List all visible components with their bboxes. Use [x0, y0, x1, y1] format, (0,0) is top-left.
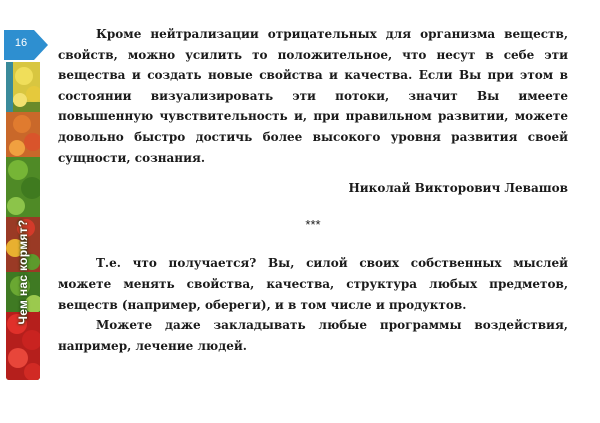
spacer: [58, 235, 568, 253]
text-content: [58, 24, 568, 356]
paragraph-2: Т.е. что получается? Вы, силой своих собственных мыслей можете менять свойства, качества, структура любых предметов, веществ (например, обереги), и в том числе и продуктов.: [58, 256, 568, 312]
separator: ***: [305, 216, 321, 232]
page-number-arrow: [4, 30, 48, 60]
food-photo-strip: [6, 62, 40, 380]
paragraph-1: Кроме нейтрализации отрицательных для организма веществ, свойств, можно усилить то положительное, что несут в себе эти вещества и создать новые свойства и качества. Если Вы при этом в состоянии визуализировать эти потоки, значит Вы имеете повышенную чувствительность и, при правильном развитии, можете довольно быстро достичь более высокого уровня развития своей сущности, сознания.: [58, 27, 568, 165]
page-number: 16: [14, 37, 28, 49]
quote-author: Николай Викторович Левашов: [348, 181, 568, 196]
paragraph-3: Можете даже закладывать любые программы воздействия, например, лечение людей.: [58, 318, 568, 353]
side-label: Чем нас кормят?: [16, 219, 30, 325]
